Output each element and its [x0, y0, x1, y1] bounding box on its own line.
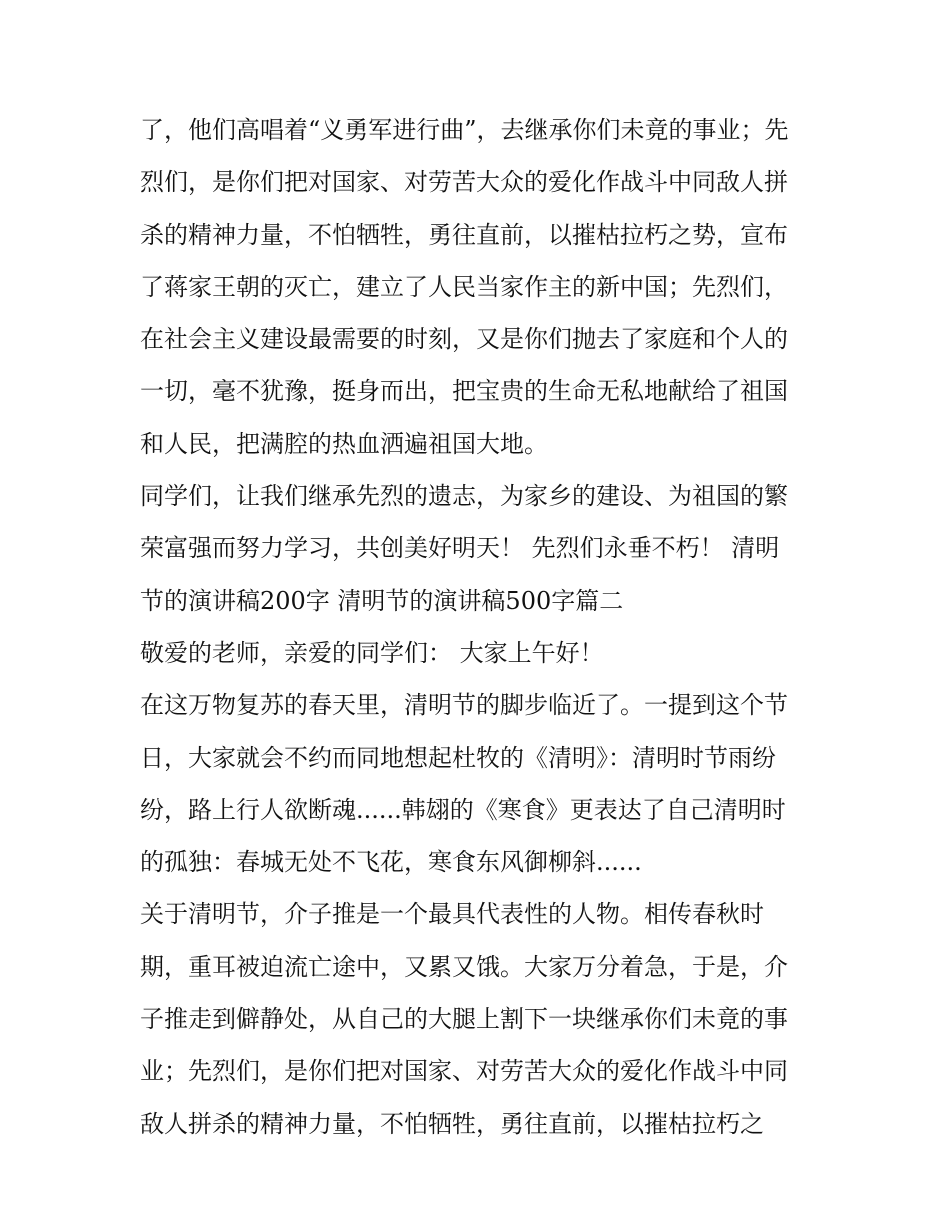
document-body: [140, 104, 820, 1150]
text-line: 和人民，把满腔的热血洒遍祖国大地。: [140, 429, 548, 458]
text-line: 在这万物复苏的春天里，清明节的脚步临近了。一提到这个节: [140, 691, 788, 720]
text-line: 同学们，让我们继承先烈的遗志，为家乡的建设、为祖国的繁: [140, 482, 788, 511]
text-line: 业；先烈们，是你们把对国家、对劳苦大众的爱化作战斗中同: [140, 1057, 788, 1086]
text-line: 荣富强而努力学习，共创美好明天！ 先烈们永垂不朽！ 清明: [140, 534, 780, 563]
text-line: 一切，毫不犹豫，挺身而出，把宝贵的生命无私地献给了祖国: [140, 377, 788, 406]
text-line: 期，重耳被迫流亡途中，又累又饿。大家万分着急，于是，介: [140, 952, 788, 981]
text-line: 杀的精神力量，不怕牺牲，勇往直前，以摧枯拉朽之势，宣布: [140, 220, 788, 249]
text-line: 节的演讲稿200字 清明节的演讲稿500字篇二: [140, 586, 624, 615]
text-line: 了，他们高唱着“义勇军进行曲”，去继承你们未竟的事业；先: [140, 116, 789, 144]
text-line: 敬爱的老师，亲爱的同学们： 大家上午好！: [140, 638, 604, 667]
text-line: 了蒋家王朝的灭亡，建立了人民当家作主的新中国；先烈们，: [140, 272, 788, 301]
text-line: 烈们，是你们把对国家、对劳苦大众的爱化作战斗中同敌人拼: [140, 168, 788, 197]
text-line: 关于清明节，介子推是一个最具代表性的人物。相传春秋时: [140, 900, 764, 929]
text-line: 纷，路上行人欲断魂......韩翃的《寒食》更表达了自己清明时: [140, 795, 786, 824]
text-line: 在社会主义建设最需要的时刻，又是你们抛去了家庭和个人的: [140, 325, 788, 354]
text-line: 的孤独：春城无处不飞花，寒食东风御柳斜......: [140, 848, 642, 877]
text-line: 敌人拼杀的精神力量，不怕牺牲，勇往直前，以摧枯拉朽之: [140, 1109, 764, 1138]
text-line: 日，大家就会不约而同地想起杜牧的《清明》：清明时节雨纷: [140, 743, 776, 772]
text-line: 子推走到僻静处，从自己的大腿上割下一块继承你们未竟的事: [140, 1005, 788, 1034]
